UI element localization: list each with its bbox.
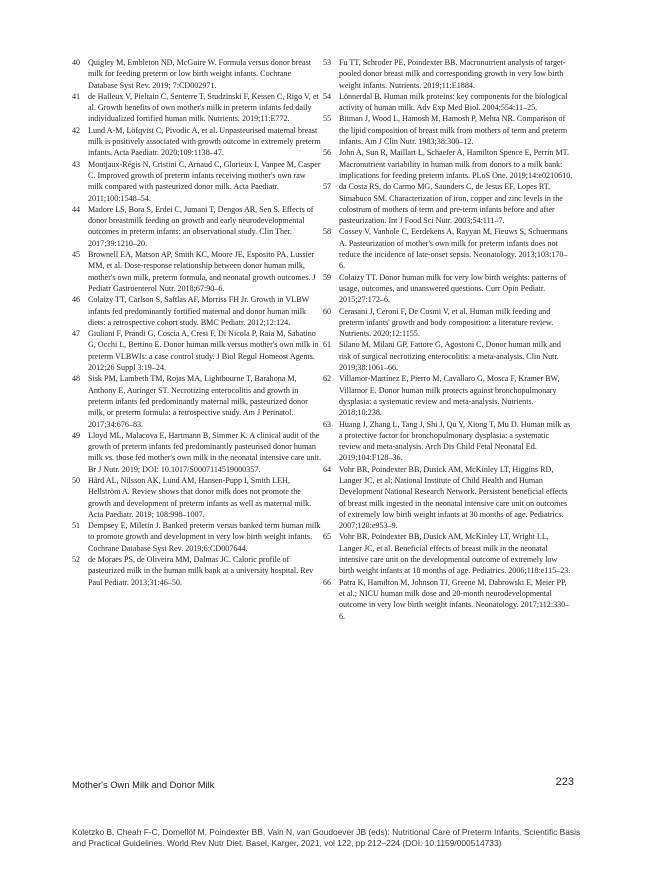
reference-text: Hård AL, Nilsson AK, Lund AM, Hansen-Pupp I, Smith LEH, Hellström A. Review shows that donor milk does not promote the growth and development of preterm infants as well as maternal milk. Acta Paediatr. 2019; 108:998–1007. [88, 475, 312, 519]
reference-number: 42 [72, 125, 81, 135]
reference-entry [323, 339, 573, 373]
reference-entry [323, 57, 573, 91]
reference-text: Bitman J, Wood L, Hamosh M, Hamosh P, Mehta NR. Comparison of the lipid composition of breast milk from mothers of term and preterm infants. Am J Clin Nutr. 1983;38:300–12. [339, 114, 568, 147]
reference-text: Vohr BR, Poindexter BB, Dusick AM, McKinley LT, Wright LL, Langer JC, et al. Beneficial effects of breast milk in the neonatal intensive care unit on the developmental outcome of extremely low birth weight infants at 18 months of age. Pediatrics. 2006;118:e115–23. [339, 532, 571, 576]
reference-text: Dempsey E, Miletin J. Banked preterm versus banked term human milk to promote growth and development in very low birth weight infants. Cochrane Database Syst Rev. 2019;6:CD007644. [88, 521, 321, 553]
reference-entry [323, 91, 573, 114]
reference-list-right-column [323, 57, 573, 622]
reference-text: Lönnerdal B. Human milk proteins: key components for the biological activity of human milk. Adv Exp Med Biol. 2004;554:11–25. [339, 91, 568, 113]
reference-entry [72, 125, 322, 159]
reference-text: Cossey V, Vanhole C, Eerdekens A, Rayyan M, Fieuws S, Schuermans A. Pasteurization of mother's own milk for preterm infants does not reduce the incidence of late-onset sepsis. Neonatology. 2013;103:170–6. [339, 227, 568, 271]
reference-entry [323, 147, 573, 181]
reference-text: Brownell EA, Matson AP, Smith KC, Moore JE, Esposito PA, Lussier MM, et al. Dose-response relationship between donor human milk, mother's own milk, preterm formula, and neonatal growth outcomes. J Pediatr Gastroenterol Nutr. 2018;67:90–6. [88, 250, 316, 293]
reference-number: 57 [323, 182, 332, 192]
reference-entry [323, 419, 573, 464]
reference-text: Fu TT, Schroder PE, Poindexter BB. Macronutrient analysis of target-pooled donor breast milk and corresponding growth in very low birth weight infants. Nutrients. 2019;11:E1884. [339, 58, 566, 90]
reference-entry [72, 520, 322, 554]
reference-number: 52 [72, 555, 81, 565]
reference-entry [72, 204, 322, 249]
reference-text: de Moraes PS, de Oliveira MM, Dalmas JC. Caloric profile of pasteurized milk in the human milk bank at a university hospital. Rev Paul Pediatr. 2013;31:46–50. [88, 555, 314, 587]
reference-list-left-column [72, 57, 322, 588]
reference-number: 45 [72, 250, 81, 260]
reference-entry [323, 226, 573, 271]
page-number: 223 [555, 776, 574, 788]
reference-number: 63 [323, 419, 332, 429]
reference-number: 62 [323, 374, 332, 384]
reference-number: 66 [323, 577, 332, 587]
reference-number: 53 [323, 58, 332, 67]
reference-text: da Costa RS, do Carmo MG, Saunders C, de Jesus EF, Lopes RT, Simabuco SM. Characterization of iron, copper and zinc levels in the colostrum of mothers of term and pre-term infants before and after pasteurization. Int J Food Sci Nutr. 2003;54:111–7. [339, 182, 563, 226]
reference-number: 56 [323, 148, 332, 158]
reference-number: 58 [323, 227, 332, 237]
reference-number: 49 [72, 430, 81, 440]
reference-entry [72, 373, 322, 429]
reference-number: 60 [323, 306, 332, 316]
reference-number: 43 [72, 159, 81, 169]
reference-entry [72, 475, 322, 520]
reference-text: Giuliani F, Prandi G, Coscia A, Cresi F, Di Nicola P, Raia M, Sabatino G, Occhi L, Bertino E. Donor human milk versus mother's own milk in preterm VLBWIs: a case control study. J Biol Regul Homeost Agents. 2012;26 Suppl 3:19–24. [88, 329, 319, 373]
reference-entry [72, 159, 322, 204]
reference-entry [323, 272, 573, 306]
reference-text: Colaizy TT. Donor human milk for very low birth weights: patterns of usage, outcomes, and unanswered questions. Curr Opin Pediatr. 2015;27:172–6. [339, 272, 567, 305]
reference-number: 54 [323, 91, 332, 101]
reference-text: Madore LS, Bora S, Erdei C, Jumani T, Dengos AR, Sen S. Effects of donor breastmilk feeding on growth and early neurodevelopmental outcomes in preterm infants: an observational study. Clin Ther. 2017;39:1210–20. [88, 204, 314, 248]
reference-text: Lloyd ML, Malacova E, Hartmann B, Simmer K. A clinical audit of the growth of preterm infants fed predominantly pasteurised donor human milk vs. those fed mother's own milk in the neonatal intensive care unit. Br J Nutr. 2019; DOI: 10.1017/S0007114519000357. [88, 430, 321, 474]
reference-text: Cerasani J, Ceroni F, De Cosmi V, et al. Human milk feeding and preterm infants' growth and body composition: a literature review. Nutrients. 2020;12:1155. [339, 306, 554, 339]
reference-number: 41 [72, 91, 81, 101]
reference-entry [72, 328, 322, 373]
reference-number: 40 [72, 58, 81, 67]
reference-text: Sisk PM, Lambeth TM, Rojas MA, Lightbourne T, Barahona M, Anthony E, Auringer ST. Necrotizing enterocolitis and growth in preterm infants fed predominantly maternal milk, pasteurized donor milk, or preterm formula: a retrospective study. Am J Perinatol. 2017;34:676–83. [88, 374, 308, 429]
reference-text: Villamor-Martínez E, Pierro M, Cavallaro G, Mosca F, Kramer BW, Villamor E. Donor human milk protects against bronchopulmonary dysplasia: a systematic review and meta-analysis. Nutrients. 2018;10:238. [339, 374, 560, 418]
reference-number: 55 [323, 114, 332, 124]
reference-text: de Halleux V, Pieltain C, Senterre T, Studzinski F, Kessen C, Rigo V, et al. Growth benefits of own mother's milk in preterm infants fed daily individualized fortified human milk. Nutrients. 2019;11:E772. [88, 91, 319, 124]
reference-text: Vohr BR, Poindexter BB, Dusick AM, McKinley LT, Higgins RD, Langer JC, et al; National Institute of Child Health and Human Development National Research Network. Persistent beneficial effects of breast milk ingested in the neonatal intensive care unit on outcomes of extremely low birth weight infants at 30 months of age. Pediatrics. 2007;120:e953–9. [339, 464, 568, 531]
reference-number: 64 [323, 464, 332, 474]
reference-entry [323, 577, 573, 622]
reference-number: 59 [323, 272, 332, 282]
reference-entry [72, 91, 322, 125]
book-citation: Koletzko B, Cheah F-C, Domellöf M, Poindexter BB, Vain N, van Goudoever JB (eds): Nutritional Care of Preterm Infants. Scientific Basis and Practical Guidelines. World Rev Nutr Diet. Basel, Karger, 2021, vol 122, pp 212–224 (DOI: 10.1159/000514733) [72, 827, 581, 849]
reference-number: 61 [323, 340, 332, 350]
reference-number: 65 [323, 532, 332, 542]
reference-entry [72, 249, 322, 294]
reference-entry [72, 430, 322, 475]
reference-entry [323, 181, 573, 226]
reference-text: Montjaux-Régis N, Cristini C, Arnaud C, Glorieux I, Vanpee M, Casper C. Improved growth of preterm infants receiving mother's own raw milk compared with pasteurized donor milk. Acta Paediatr. 2011;100:1548–54. [88, 159, 321, 203]
reference-text: Silano M, Milani GP, Fattore G, Agostoni C. Donor human milk and risk of surgical necrotizing enterocolitis: a meta-analysis. Clin Nutr. 2019;38:1061–66. [339, 340, 561, 373]
reference-entry [72, 57, 322, 91]
reference-entry [323, 464, 573, 532]
reference-number: 46 [72, 295, 81, 305]
reference-entry [72, 294, 322, 328]
reference-entry [323, 113, 573, 147]
reference-text: Patra K, Hamilton M, Johnson TJ, Greene M, Dabrowski E, Meier PP, et al.; NICU human milk dose and 20-month neurodevelopmental outcome in very low birth weight infants. Neonatology. 2017;112:330–6. [339, 577, 570, 621]
reference-number: 48 [72, 374, 81, 384]
reference-number: 47 [72, 329, 81, 339]
reference-number: 44 [72, 204, 81, 214]
reference-text: John A, Sun R, Maillart L, Schaefer A, Hamilton Spence E, Perrin MT. Macronutrient variability in human milk from donors to a milk bank: implications for feeding preterm infants. PLoS One. 2019;14:e0210610. [339, 148, 573, 180]
reference-entry [323, 531, 573, 576]
reference-text: Lund A-M, Löfqvist C, Pivodic A, et al. Unpasteurised maternal breast milk is positively associated with growth outcome in extremely preterm infants. Acta Paediatr. 2020;109:1138–47. [88, 125, 321, 158]
reference-entry [323, 373, 573, 418]
reference-text: Quigley M, Embleton ND, McGuire W. Formula versus donor breast milk for feeding preterm or low birth weight infants. Cochrane Database Syst Rev. 2019; 7:CD002971. [88, 58, 311, 90]
reference-entry [72, 554, 322, 588]
reference-text: Huang J, Zhang L, Tang J, Shi J, Qu Y, Xiong T, Mu D. Human milk as a protective factor for bronchopulmonary dysplasia: a systematic review and meta-analysis. Arch Dis Child Fetal Neonatal Ed. 2019;104:F128–36. [339, 419, 571, 463]
reference-number: 51 [72, 521, 81, 531]
reference-number: 50 [72, 475, 81, 485]
reference-entry [323, 306, 573, 340]
running-title: Mother's Own Milk and Donor Milk [72, 779, 215, 790]
reference-text: Colaizy TT, Carlson S, Saftlas AF, Morriss FH Jr. Growth in VLBW infants fed predominantly fortified maternal and donor human milk diets: a retrospective cohort study. BMC Pediatr. 2012;12:124. [88, 295, 310, 327]
